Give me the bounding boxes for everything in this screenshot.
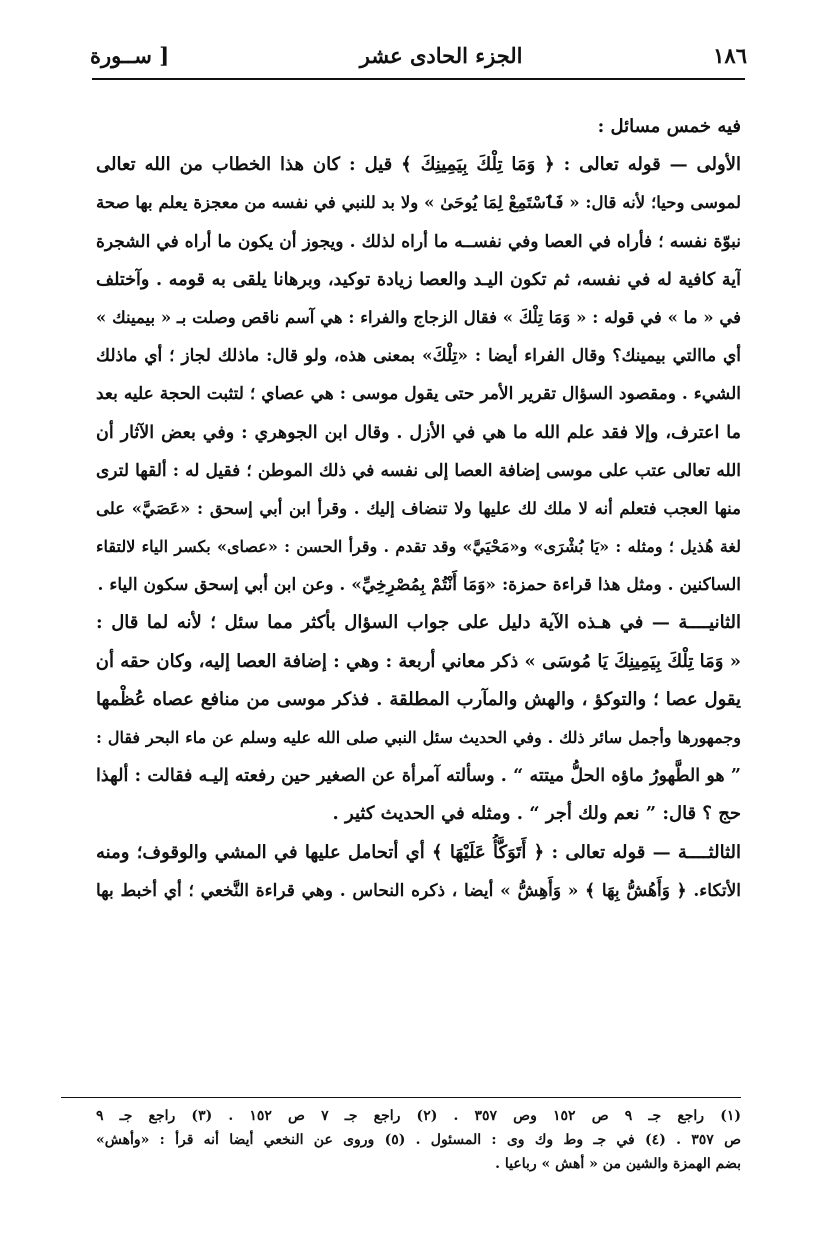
footnote-line: بضم الهمزة والشين من « أهش » رباعيا . [495,1156,741,1172]
text-line: الأتكاء. ﴿ وَأَهُشُّ بِهَا ﴾ « وَأَهِشُّ » أيضا ، ذكره النحاس . وهي قراءة النَّخعي ؛ أي أخبط بها [96,880,741,901]
text-line: منها العجب فتعلم أنه لا ملك لك عليها ولا تنضاف إليك . وقرأ ابن أبي إسحق : «عَصَيَّ» على [96,498,741,518]
text-line: فيه خمس مسائل : [597,116,741,137]
text-line: يقول عصا ؛ والتوكؤ ، والهش والمآرب المطلقة . فذكر موسى من منافع عصاه عُظْمها [96,688,741,710]
running-title: الجزء الحادى عشر [359,42,523,68]
text-line: أي ماالتي بيمينك؟ وقال الفراء أيضا : «تِلْكَ» بمعنى هذه، ولو قال: ماذلك لجاز ؛ أي ماذلك [96,346,741,367]
footnotes [96,1104,741,1176]
text-line: الثالثــــة — قوله تعالى : ﴿ أَتَوَكَّأُ عَلَيْهَا ﴾ أي أتحامل عليها في المشي والوقوف؛ ومنه [96,841,741,863]
footnote-rule [61,1097,741,1098]
text-line: الله تعالى عتب على موسى إضافة العصا إلى نفسه في ذلك الموطن ؛ فقيل له : ألقها لترى [96,460,741,481]
text-line: وجمهورها وأجمل سائر ذلك . وفي الحديث سئل النبي صلى الله عليه وسلم عن ماء البحر فقال : [96,728,741,747]
text-line: نبوّة نفسه ؛ فأراه في العصا وفي نفســه ما أراه لذلك . ويجوز أن يكون ما أراه في الشجرة [96,231,741,252]
text-line: الثانيــــة — في هـذه الآية دليل على جواب السؤال بأكثر مما سئل ؛ لأنه لما قال : [96,612,741,634]
text-line: في « ما » في قوله : « وَمَا تِلْكَ » فقال الزجاج والفراء : هي آسم ناقص وصلت بـ « بيمينك » [96,307,741,327]
text-line: حج ؟ قال: ” نعم ولك أجر “ . ومثله في الحديث كثير . [332,803,741,825]
text-line: ما اعترف، وإلا فقد علم الله ما هي في الأزل . وقال ابن الجوهري : وفي بعض الآثار أن [96,422,741,443]
page-number: ١٨٦ [713,42,747,68]
header-rule [92,78,745,80]
text-line: الشيء . ومقصود السؤال تقرير الأمر حتى يقول موسى : هي عصاي ؛ لتثبت الحجة عليه بعد [96,384,741,405]
text-line: الساكنين . ومثل هذا قراءة حمزة: «وَمَا أَنْتُمْ بِمُصْرِخِيِّ» . وعن ابن أبي إسحق سكون الياء . [97,575,741,596]
text-line: الأولى — قوله تعالى : ﴿ وَمَا تِلْكَ بِيَمِينِكَ ﴾ قيل : كان هذا الخطاب من الله تعالى [96,154,741,176]
text-line: آية كافية له في نفسه، ثم تكون اليـد والعصا زيادة توكيد، وبرهانا يلقى به قومه . وآختلف [96,269,741,290]
text-line: « وَمَا تِلْكَ بِيَمِينِكَ يَا مُوسَى » ذكر معاني أربعة : وهي : إضافة العصا إليه، وكان حقه أن [96,650,741,672]
text-line: لموسى وحيا؛ لأنه قال: « فَٱسْتَمِعْ لِمَا يُوحَىٰ » ولا بد للنبي في نفسه من معجزة يعلم بها صحة [96,193,741,213]
text-line: لغة هُذيل ؛ ومثله : «يَا بُشْرَى» و«مَحْيَيَّ» وقد تقدم . وقرأ الحسن : «عصاى» بكسر الياء لالتقاء [96,537,741,557]
text-line: ” هو الطَّهورُ ماؤه الحلُّ ميتته “ . وسألته آمرأة عن الصغير حين رفعته إليـه فقالت : ألهذا [96,766,741,787]
footnote-line: (١) راجع جـ ٩ ص ١٥٢ وص ٣٥٧ . (٢) راجع جـ ٧ ص ١٥٢ . (٣) راجع جـ ٩ [96,1108,741,1124]
section-label: [ ســورة [90,42,170,68]
page-header [90,38,747,72]
main-text [96,108,741,910]
footnote-line: ص ٣٥٧ . (٤) في جـ وط وك وى : المسئول . (٥) وروى عن النخعي أيضا أنه قرأ : «وأهش» [96,1132,741,1148]
